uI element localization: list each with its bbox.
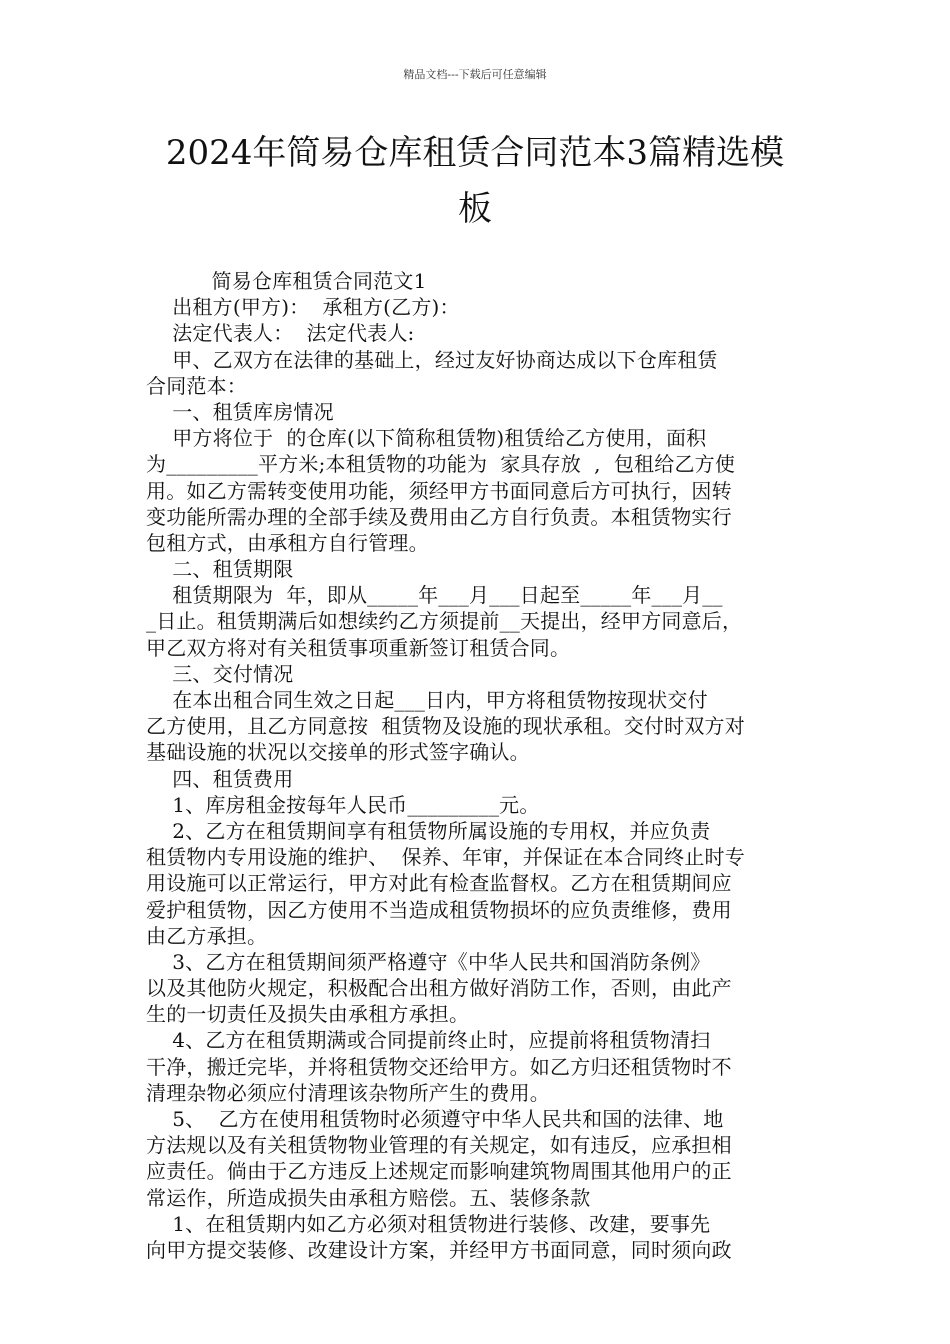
body-line: 清理杂物必须应付清理该杂物所产生的费用。 (146, 1080, 550, 1105)
body-line: 四、租赁费用 (146, 766, 294, 791)
body-line: 4、乙方在租赁期满或合同提前终止时，应提前将租赁物清扫 (146, 1028, 711, 1053)
body-line: 1、库房租金按每年人民币_________元。 (146, 792, 540, 817)
body-line: 1、在租赁期内如乙方必须对租赁物进行装修、改建，要事先 (146, 1211, 711, 1236)
body-line: 租赁期限为 年，即从_____年___月___日起至_____年___月__ (146, 583, 723, 608)
body-line: 应责任。倘由于乙方违反上述规定而影响建筑物周围其他用户的正 (146, 1159, 732, 1184)
body-line: 以及其他防火规定，积极配合出租方做好消防工作，否则，由此产 (146, 976, 732, 1001)
body-line: 出租方(甲方)： 承租方(乙方)： (146, 295, 460, 320)
body-line: 甲方将位于 的仓库(以下简称租赁物)租赁给乙方使用，面积 (146, 426, 707, 451)
body-line: 二、租赁期限 (146, 557, 294, 582)
body-line: 在本出租合同生效之日起___日内，甲方将租赁物按现状交付 (146, 688, 708, 712)
body-line: 甲、乙双方在法律的基础上，经过友好协商达成以下仓库租赁 (146, 347, 718, 372)
body-line: 法定代表人： 法定代表人: (146, 321, 415, 346)
body-line: 2、乙方在租赁期间享有租赁物所属设施的专用权，并应负责 (146, 818, 711, 843)
body-line: 常运作，所造成损失由承租方赔偿。五、装修条款 (146, 1185, 591, 1210)
body-line: 乙方使用，且乙方同意按 租赁物及设施的现状承租。交付时双方对 (146, 714, 745, 739)
body-line: 用。如乙方需转变使用功能，须经甲方书面同意后方可执行，因转 (146, 478, 732, 503)
page-header: 精品文档---下载后可任意编辑 (403, 68, 547, 81)
body-line: _日止。租赁期满后如想续约乙方须提前__天提出，经甲方同意后， (146, 609, 743, 634)
document-title (120, 125, 830, 237)
title-line: 板 (458, 189, 492, 229)
document-body (146, 268, 808, 1263)
body-line: 甲乙双方将对有关租赁事项重新签订租赁合同。 (146, 635, 571, 660)
body-line: 简易仓库租赁合同范文1 (146, 269, 427, 293)
body-line: 三、交付情况 (146, 661, 294, 686)
body-line: 为_________平方米;本租赁物的功能为 家具存放 , 包租给乙方使 (146, 452, 736, 477)
body-line: 包租方式，由承租方自行管理。 (146, 530, 429, 555)
body-line: 基础设施的状况以交接单的形式签字确认。 (146, 740, 530, 765)
body-line: 3、乙方在租赁期间须严格遵守《中华人民共和国消防条例》 (146, 949, 711, 974)
body-line: 一、租赁库房情况 (146, 399, 334, 424)
body-line: 生的一切责任及损失由承租方承担。 (146, 1002, 470, 1027)
body-line: 爱护租赁物，因乙方使用不当造成租赁物损坏的应负责维修，费用 (146, 897, 732, 922)
body-line: 方法规以及有关租赁物物业管理的有关规定，如有违反，应承担相 (146, 1133, 732, 1158)
body-line: 向甲方提交装修、改建设计方案，并经甲方书面同意，同时须向政 (146, 1237, 732, 1262)
body-line: 变功能所需办理的全部手续及费用由乙方自行负责。本租赁物实行 (146, 504, 732, 529)
body-line: 合同范本： (146, 373, 247, 398)
body-line: 5、 乙方在使用租赁物时必须遵守中华人民共和国的法律、地 (146, 1107, 724, 1131)
body-line: 租赁物内专用设施的维护、 保养、年审，并保证在本合同终止时专 (146, 845, 745, 870)
body-line: 干净，搬迁完毕，并将租赁物交还给甲方。如乙方归还租赁物时不 (146, 1054, 732, 1079)
body-line: 由乙方承担。 (146, 923, 268, 948)
body-line: 用设施可以正常运行，甲方对此有检查监督权。乙方在租赁期间应 (146, 871, 732, 896)
title-line: 2024年简易仓库租赁合同范本3篇精选模 (165, 133, 785, 173)
